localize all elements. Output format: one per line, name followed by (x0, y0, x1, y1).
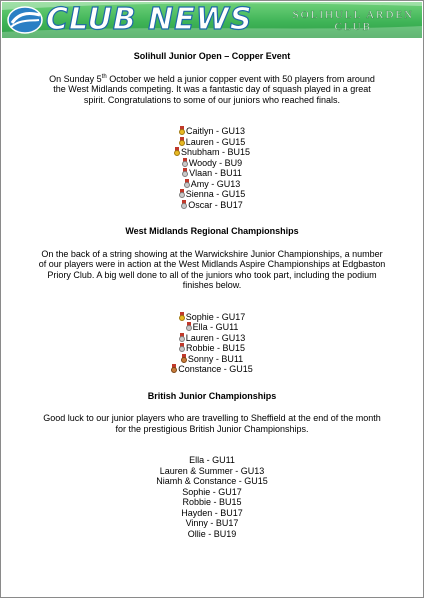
list-item (1, 168, 423, 179)
list-item (1, 200, 423, 211)
finalists-list (1, 126, 423, 210)
club-name-line-1: SOLIHULL ARDEN (292, 9, 414, 21)
silver-medal-icon (186, 322, 192, 331)
para-text-end: October we held a junior copper event with 50 players from around the West Midlands competing. It was a fantastic day of squash played in a great spirit. Congratulations to some of our juniors who reached finals. (53, 73, 375, 105)
section-heading: West Midlands Regional Championships (125, 226, 299, 236)
list-item: Ella - GU11 (189, 455, 235, 465)
list-item: Lauren & Summer - GU13 (159, 465, 265, 476)
list-item: Hayden - BU17 (181, 507, 243, 518)
list-item: Ollie - BU19 (187, 528, 237, 539)
list-item (1, 189, 423, 200)
list-item (1, 312, 423, 323)
squad-list (1, 455, 423, 539)
list-item-text: Sonny - BU11 (187, 353, 244, 364)
list-item: Vinny - BU17 (185, 518, 239, 528)
bronze-medal-icon (171, 364, 177, 373)
list-item-text: Caitlyn - GU13 (185, 126, 246, 136)
ordinal-suffix: th (101, 73, 107, 80)
list-item (1, 343, 423, 354)
silver-medal-icon (182, 158, 188, 167)
silver-medal-icon (181, 200, 187, 209)
list-item-text: Constance - GU15 (178, 364, 253, 374)
list-item-text: Vlaan - BU11 (189, 168, 242, 178)
list-item (1, 147, 423, 158)
section-paragraph: On the back of a string showing at the Warwickshire Junior Championships, a number of our players were in action at the West Midlands Aspire Championships at Edgbaston Priory Club. A big well done to all of the juniors who took part, including the podium finishes below. (38, 248, 386, 290)
section-heading: Solihull Junior Open – Copper Event (133, 51, 291, 61)
list-item-text: Oscar - BU17 (188, 199, 243, 210)
list-item-text: Ella - GU11 (192, 322, 239, 332)
list-item-text: Shubham - BU15 (180, 147, 251, 157)
gold-medal-icon (174, 147, 180, 156)
list-item (1, 364, 423, 375)
podium-list (1, 312, 423, 375)
section-paragraph: Good luck to our junior players who are travelling to Sheffield at the end of the month for the prestigious British Junior Championships. (43, 413, 381, 434)
section-west-midlands (1, 226, 423, 375)
section-heading: British Junior Championships (147, 390, 277, 401)
list-item-text: Robbie - BU15 (185, 343, 246, 353)
list-item: Niamh & Constance - GU15 (156, 476, 268, 486)
list-item (1, 322, 423, 333)
list-item: Robbie - BU15 (182, 497, 242, 507)
section-junior-open (1, 51, 423, 210)
para-text-start: On Sunday 5 (49, 73, 102, 84)
list-item (1, 126, 423, 137)
bronze-medal-icon (181, 354, 187, 363)
header-banner (2, 2, 422, 38)
silver-medal-icon (179, 333, 185, 342)
silver-medal-icon (184, 179, 190, 188)
list-item (1, 158, 423, 169)
list-item-text: Sophie - GU17 (185, 311, 246, 322)
newsletter-title: CLUB NEWS (46, 2, 253, 37)
list-item-text: Sienna - GU15 (185, 189, 246, 199)
list-item-text: Woody - BU9 (188, 157, 243, 168)
squash-ball-swoosh-icon (6, 5, 46, 35)
gold-medal-icon (179, 137, 185, 146)
gold-medal-icon (179, 126, 185, 135)
gold-medal-icon (179, 312, 185, 321)
silver-medal-icon (179, 189, 185, 198)
club-name-line-2: CLUB (334, 21, 372, 33)
silver-medal-icon (182, 168, 188, 177)
list-item (1, 179, 423, 190)
list-item: Sophie - GU17 (182, 486, 242, 497)
section-british-junior (1, 391, 423, 540)
list-item-text: Amy - GU13 (190, 178, 241, 189)
club-name (293, 9, 414, 33)
list-item (1, 333, 423, 344)
newsletter-content (1, 51, 423, 539)
list-item (1, 354, 423, 365)
silver-medal-icon (179, 343, 185, 352)
section-paragraph (42, 74, 382, 106)
list-item-text: Lauren - GU15 (185, 136, 246, 147)
list-item (1, 137, 423, 148)
list-item-text: Lauren - GU13 (185, 332, 246, 343)
